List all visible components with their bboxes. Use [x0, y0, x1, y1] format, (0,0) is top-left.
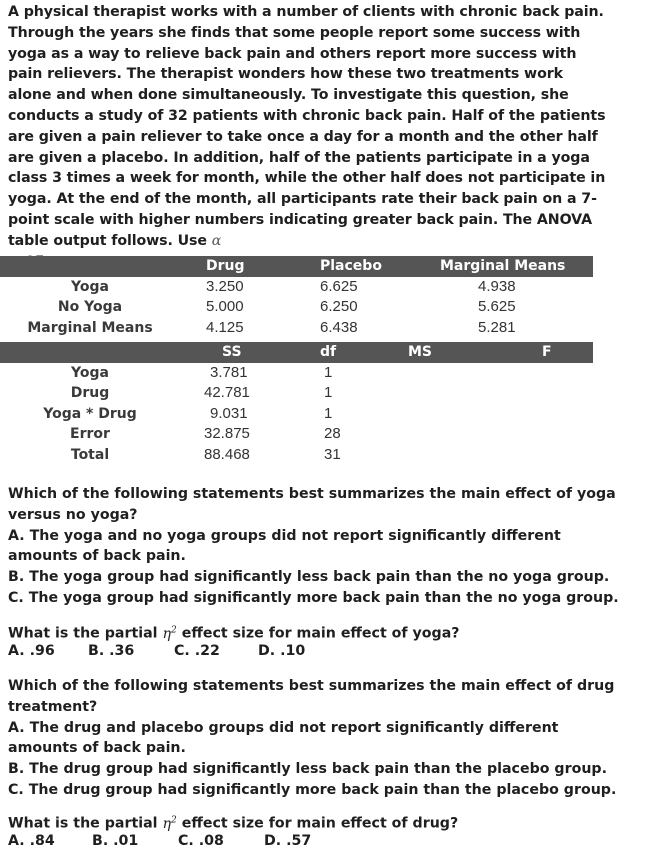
- cell-placebo: 6.438: [320, 318, 358, 336]
- eta-symbol: $\eta^2$: [162, 815, 177, 832]
- cell-ss: 9.031: [210, 404, 248, 422]
- question-2-suffix: effect size for main effect of yoga?: [181, 625, 460, 642]
- row-label: No Yoga: [57, 299, 123, 315]
- table-row: [0, 424, 593, 445]
- cell-marginal: 4.938: [478, 277, 516, 295]
- means-header-marginal: Marginal Means: [410, 256, 593, 277]
- question-1: [8, 484, 628, 609]
- table-row: [0, 404, 593, 425]
- cell-df: 1: [324, 384, 333, 401]
- cell-placebo: 6.625: [320, 277, 358, 295]
- anova-header-row: [0, 342, 593, 363]
- row-label: Error: [70, 426, 110, 442]
- question-3-text: Which of the following statements best summarizes the main effect of drug treatment?: [8, 678, 615, 715]
- means-table: [0, 256, 593, 338]
- option-item: C. .08: [178, 833, 224, 849]
- cell-marginal: 5.281: [478, 318, 516, 336]
- row-label: Yoga: [71, 278, 109, 295]
- question-1-option-a: A. The yoga and no yoga groups did not report significantly different amounts of back pain.: [8, 527, 561, 565]
- anova-header-empty: [0, 342, 180, 363]
- row-label: Total: [70, 446, 110, 463]
- row-label: Drug: [70, 385, 110, 401]
- question-3-option-b: B. The drug group had significantly less back pain than the placebo group.: [8, 761, 607, 778]
- question-1-option-b: B. The yoga group had significantly less back pain than the no yoga group.: [8, 569, 610, 586]
- table-row: [0, 318, 593, 339]
- cell-placebo: 6.250: [320, 298, 358, 315]
- intro-paragraph: [8, 2, 608, 272]
- option-item: D. .57: [264, 833, 312, 849]
- table-row: [0, 277, 593, 298]
- option-item: B. .01: [92, 833, 139, 849]
- question-2-prefix: What is the partial: [8, 625, 158, 642]
- alpha-symbol: α: [211, 232, 222, 249]
- anova-header-ss: SS: [180, 342, 290, 363]
- option-item: A. .84: [8, 833, 55, 849]
- cell-df: 1: [324, 363, 333, 381]
- cell-ss: 3.781: [210, 363, 248, 381]
- cell-drug: 5.000: [206, 298, 244, 315]
- table-row: [0, 363, 593, 384]
- table-row: [0, 445, 593, 466]
- option-item: A. .96: [8, 643, 55, 659]
- means-header-row: [0, 256, 593, 277]
- cell-ss: 32.875: [204, 425, 250, 442]
- cell-ss: 88.468: [204, 445, 250, 463]
- cell-df: 1: [324, 404, 333, 422]
- option-item: D. .10: [258, 643, 306, 659]
- question-3-option-c: C. The drug group had significantly more back pain than the placebo group.: [8, 781, 617, 798]
- means-header-placebo: Placebo: [290, 256, 410, 277]
- question-3: [8, 676, 628, 801]
- anova-header-f: F: [490, 342, 593, 363]
- anova-header-ms: MS: [380, 342, 490, 363]
- eta-symbol: $\eta^2$: [162, 625, 177, 642]
- row-label: Yoga * Drug: [43, 405, 137, 422]
- row-label: Yoga: [71, 364, 109, 381]
- question-4-suffix: effect size for main effect of drug?: [181, 815, 459, 832]
- anova-header-df: df: [290, 342, 380, 363]
- cell-drug: 3.250: [206, 277, 244, 295]
- question-4-options: [8, 831, 311, 852]
- anova-table: [0, 342, 593, 465]
- cell-df: 28: [324, 425, 341, 442]
- intro-text: A physical therapist works with a number of clients with chronic back pain. Through the years she finds that some people report some success with yoga as a way to relieve back pain and others report more success with pain relievers. The therapist wonders how these two treatments work alone and when done simultaneously. To investigate this question, she conducts a study of 32 patients with chronic back pain. Half of the patients are given a pain reliever to take once a day for a month and the other half are given a placebo. In addition, half of the patients participate in a yoga class 3 times a week for month, while the other half does not participate in yoga. At the end of the month, all participants rate their back pain on a 7-point scale with higher numbers indicating greater back pain. The ANOVA table output follows. Use: [8, 4, 606, 249]
- question-1-option-c: C. The yoga group had significantly more back pain than the no yoga group.: [8, 589, 619, 606]
- question-4-prefix: What is the partial: [8, 815, 158, 832]
- question-3-option-a: A. The drug and placebo groups did not report significantly different amounts of back pain.: [8, 719, 559, 757]
- row-label: Marginal Means: [27, 319, 153, 336]
- table-row: [0, 297, 593, 318]
- table-row: [0, 383, 593, 404]
- means-header-drug: Drug: [180, 256, 290, 277]
- cell-df: 31: [324, 445, 341, 463]
- cell-marginal: 5.625: [478, 298, 516, 315]
- cell-drug: 4.125: [206, 318, 244, 336]
- question-2-options: [8, 641, 305, 662]
- question-1-text: Which of the following statements best summarizes the main effect of yoga versus no yoga?: [8, 486, 616, 523]
- option-item: C. .22: [174, 643, 220, 659]
- option-item: B. .36: [88, 643, 135, 659]
- means-header-empty: [0, 256, 180, 277]
- cell-ss: 42.781: [204, 384, 250, 401]
